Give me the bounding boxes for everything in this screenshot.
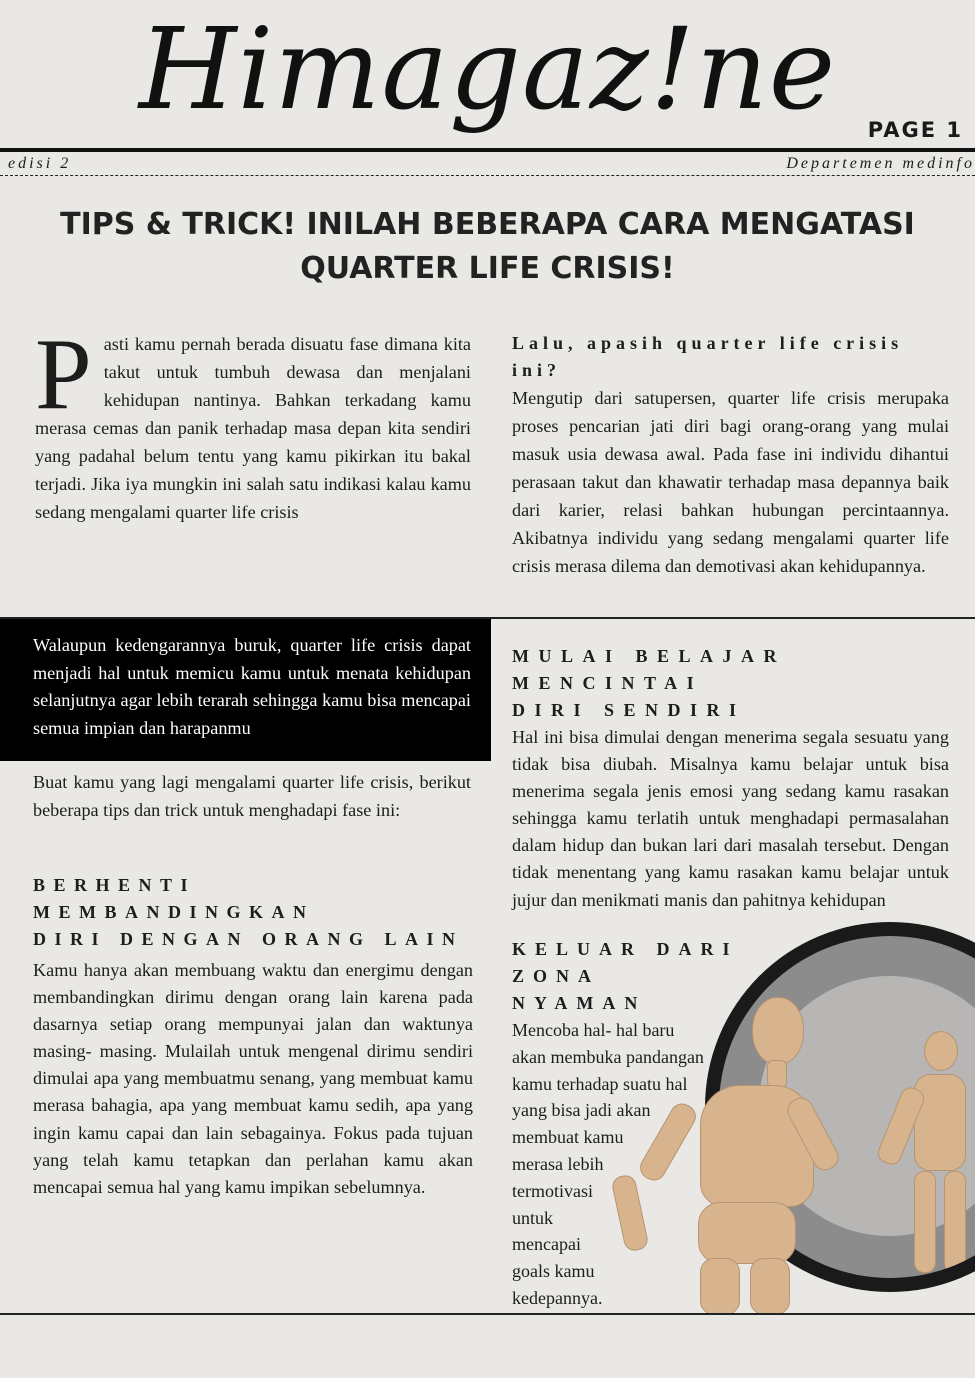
- tip-2: [512, 643, 949, 914]
- tip-3-line: yang bisa jadi akan: [512, 1100, 651, 1121]
- edition-label: edisi 2: [8, 155, 72, 172]
- tip-1-text: Kamu hanya akan membuang waktu dan energimu dengan membandingkan dirimu dengan orang lain karena pada dasarnya setiap orang mempunyai jalan dan waktunya masing- masing. Mulailah untuk mengenal dirimu sendiri dimulai apa yang membuatmu senang, yang membuat kamu merasa bahagia, apa yang membuat kamu sedih, apa yang ingin kamu capai dan lain sebagainya. Fokus pada tujuan yang telah kamu tetapkan dan perlahan kamu akan mencapai semua hal yang kamu impikan sebelumnya.: [33, 960, 473, 1197]
- header-rule: [0, 148, 975, 152]
- article-headline: TIPS & TRICK! INILAH BEBERAPA CARA MENGATASI QUARTER LIFE CRISIS!: [60, 207, 915, 286]
- tip-2-text: Hal ini bisa dimulai dengan menerima segala sesuatu yang tidak bisa diubah. Misalnya kamu belajar untuk bisa menerima segala jenis emosi yang sedang kamu rasakan sehingga kamu terlatih untuk menghadapi permasalahan dalam hidup dan bukan lari dari masalah tersebut. Dengan tidak menentang yang kamu rasakan kamu belajar untuk jujur dan menikmati manis dan pahitnya kehidupan: [512, 727, 949, 910]
- tip-3-heading-line2: ZONA NYAMAN: [512, 966, 647, 1013]
- reflection-body: [914, 1074, 966, 1171]
- tip-3-line: untuk: [512, 1207, 554, 1228]
- definition-heading: Lalu, apasih quarter life crisis ini?: [512, 333, 904, 380]
- tip-1: [33, 872, 473, 1201]
- tip-1-heading-line2: DIRI DENGAN ORANG LAIN: [33, 929, 464, 949]
- drop-cap: P: [35, 318, 92, 431]
- intro-text: asti kamu pernah berada disuatu fase dimana kita takut untuk tumbuh dewasa dan menjalani kehidupan nantinya. Bahkan terkadang kamu merasa cemas dan panik terhadap masa depan kita sendiri yang padahal belum tentu yang kamu pikirkan itu bakal terjadi. Jika iya mungkin ini salah satu indikasi kalau kamu sedang mengalami quarter life crisis: [35, 334, 471, 522]
- definition-section: [512, 330, 949, 580]
- masthead-title: Himagaz!ne: [138, 5, 837, 135]
- tip-1-heading-line1: BERHENTI MEMBANDINGKAN: [33, 875, 315, 922]
- tip-2-heading-line1: MULAI BELAJAR MENCINTAI: [512, 646, 787, 693]
- tip-3-line: termotivasi: [512, 1180, 593, 1201]
- intro-paragraph: [35, 318, 471, 526]
- page-label: PAGE 1: [867, 118, 963, 142]
- tip-3-heading-line1: KELUAR DARI: [512, 939, 739, 959]
- pullquote-text: Walaupun kedengarannya buruk, quarter life crisis dapat menjadi hal untuk memicu kamu untuk menata kehidupan selanjutnya agar lebih terarah sehingga kamu bisa mencapai semua impian dan harapanmu: [33, 635, 471, 738]
- tip-3-text: [512, 1017, 742, 1312]
- tip-3: [512, 936, 742, 1312]
- reflection-head: [924, 1031, 958, 1071]
- tip-2-heading-line2: DIRI SENDIRI: [512, 700, 746, 720]
- tip-3-line: membuat kamu: [512, 1127, 624, 1148]
- tip-3-line: merasa lebih: [512, 1153, 604, 1174]
- mannequin-head: [752, 997, 804, 1065]
- tip-3-line: kamu terhadap suatu hal: [512, 1073, 688, 1094]
- tip-3-line: kedepannya.: [512, 1287, 603, 1308]
- definition-text: Mengutip dari satupersen, quarter life crisis merupaka proses pencarian jati diri bagi orang-orang yang mulai masuk usia dewasa awal. Pada fase ini individu dihantui perasaan takut dan khawatir terhadap masa depannya baik dari karier, relasi bahkan hubungan percintaannya. Akibatnya individu yang sedang mengalami quarter life crisis merasa dilema dan demotivasi akan kehidupannya.: [512, 388, 949, 576]
- tip-3-line: akan membuka pandangan: [512, 1046, 704, 1067]
- footer-rule: [0, 1313, 975, 1315]
- tip-3-line: mencapai: [512, 1234, 581, 1255]
- tip-3-line: Mencoba hal- hal baru: [512, 1020, 675, 1040]
- tip-3-line: goals kamu: [512, 1261, 595, 1282]
- tips-intro: Buat kamu yang lagi mengalami quarter life crisis, berikut beberapa tips dan trick untuk menghadapi fase ini:: [33, 772, 471, 820]
- department-label: Departemen medinfo: [786, 155, 975, 172]
- dashed-rule: [0, 175, 975, 176]
